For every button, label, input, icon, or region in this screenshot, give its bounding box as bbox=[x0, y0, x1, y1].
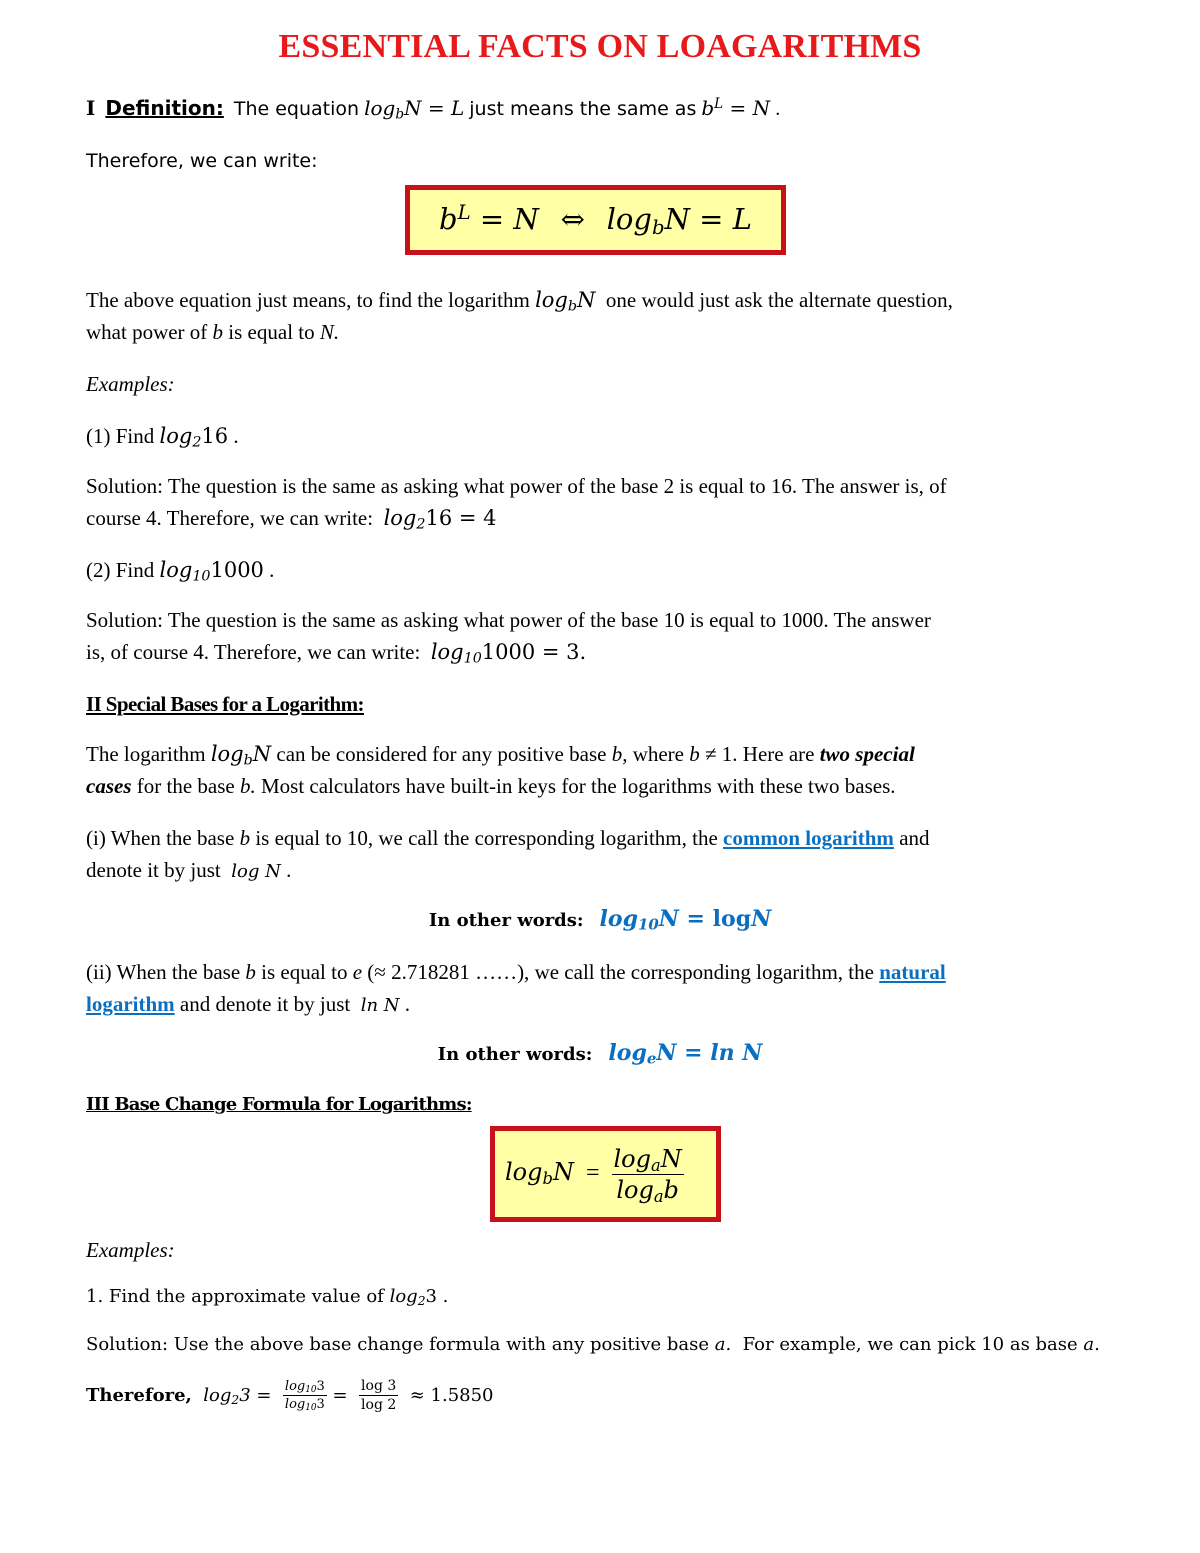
base-change-formula: $\log_bN$ = $\frac{\log_aN}{\log_ab}$ bbox=[505, 1145, 682, 1207]
emphasis-cases: cases bbox=[86, 774, 132, 798]
definition-box-equation: $b^L = N$ ⇔ $\log_bN = L$ bbox=[439, 201, 752, 239]
special-bases-line-2: cases for the base b. Most calculators have built-in keys for the logarithms with these two bases. bbox=[86, 774, 896, 798]
section-3-heading: III Base Change Formula for Logarithms: bbox=[86, 1094, 472, 1115]
natural-log-line-1: (ii) When the base b is equal to e (≈ 2.718281 ……), we call the corresponding logarithm, the natural bbox=[86, 960, 946, 984]
section-2-heading: II Special Bases for a Logarithm: bbox=[86, 692, 364, 716]
definition-exp-expr: $b^L = N$ bbox=[701, 96, 771, 120]
common-log-identity: In other words: $\log_{10}N = \log N$ bbox=[428, 906, 772, 934]
definition-box bbox=[405, 185, 786, 255]
natural-log-identity: In other words: $\log_eN = \ln N$ bbox=[437, 1040, 763, 1068]
section-numeral: I bbox=[86, 96, 96, 120]
common-log-line-2: denote it by just log N . bbox=[86, 858, 292, 882]
page-title: ESSENTIAL FACTS ON LOAGARITHMS bbox=[278, 28, 922, 65]
definition-lead: The equation bbox=[233, 98, 360, 120]
example-1-question: (1) Find $\log_216$ . bbox=[86, 424, 239, 451]
base-change-box bbox=[490, 1126, 721, 1222]
explanation-line-1: The above equation just means, to find the logarithm $\log_bN$ one would just ask the alternate question, bbox=[86, 288, 953, 315]
examples-label-2: Examples: bbox=[86, 1238, 175, 1262]
term-logarithm: logarithm bbox=[86, 992, 175, 1016]
explanation-line-2: what power of b is equal to N. bbox=[86, 320, 340, 344]
example-2-question: (2) Find $\log_{10}1000$ . bbox=[86, 558, 275, 585]
definition-log-expr: $\log_bN = L$ bbox=[364, 96, 465, 123]
emphasis-two-special: two special bbox=[819, 742, 915, 766]
common-log-line-1: (i) When the base b is equal to 10, we call the corresponding logarithm, the common logarithm and bbox=[86, 826, 930, 850]
example-3-result: Therefore, $\log_23$ = $\frac{\log_{10}3}{\log_{10}3}$ = $\frac{\log 3}{\log 2}$ ≈ 1.5850 bbox=[86, 1378, 494, 1414]
term-common-logarithm: common logarithm bbox=[723, 826, 894, 850]
definition-line: I Definition: The equation $\log_bN = L$ just means the same as $b^L = N$ . bbox=[86, 96, 781, 123]
definition-middle: just means the same as bbox=[469, 98, 697, 120]
example-1-solution-line-2: course 4. Therefore, we can write: $\log_216 = 4$ bbox=[86, 506, 497, 533]
example-2-solution-line-2: is, of course 4. Therefore, we can write: $\log_{10}1000 = 3$. bbox=[86, 640, 587, 667]
examples-label: Examples: bbox=[86, 372, 175, 396]
example-3-solution: Solution: Use the above base change formula with any positive base a. For example, we can pick 10 as base a. bbox=[86, 1334, 1100, 1355]
natural-log-line-2: logarithm and denote it by just ln N . bbox=[86, 992, 411, 1016]
example-1-solution-line-1: Solution: The question is the same as asking what power of the base 2 is equal to 16. The answer is, of bbox=[86, 474, 947, 498]
example-2-solution-line-1: Solution: The question is the same as asking what power of the base 10 is equal to 1000. The answer bbox=[86, 608, 931, 632]
equivalence-arrow: ⇔ bbox=[560, 202, 585, 236]
special-bases-line-1: The logarithm $\log_bN$ can be considered for any positive base b, where b ≠ 1. Here are two special bbox=[86, 742, 915, 769]
definition-heading: Definition: bbox=[105, 96, 224, 120]
therefore-line: Therefore, we can write: bbox=[86, 150, 318, 172]
term-natural: natural bbox=[879, 960, 946, 984]
example-3-question: 1. Find the approximate value of $\log_23$ . bbox=[86, 1286, 449, 1309]
